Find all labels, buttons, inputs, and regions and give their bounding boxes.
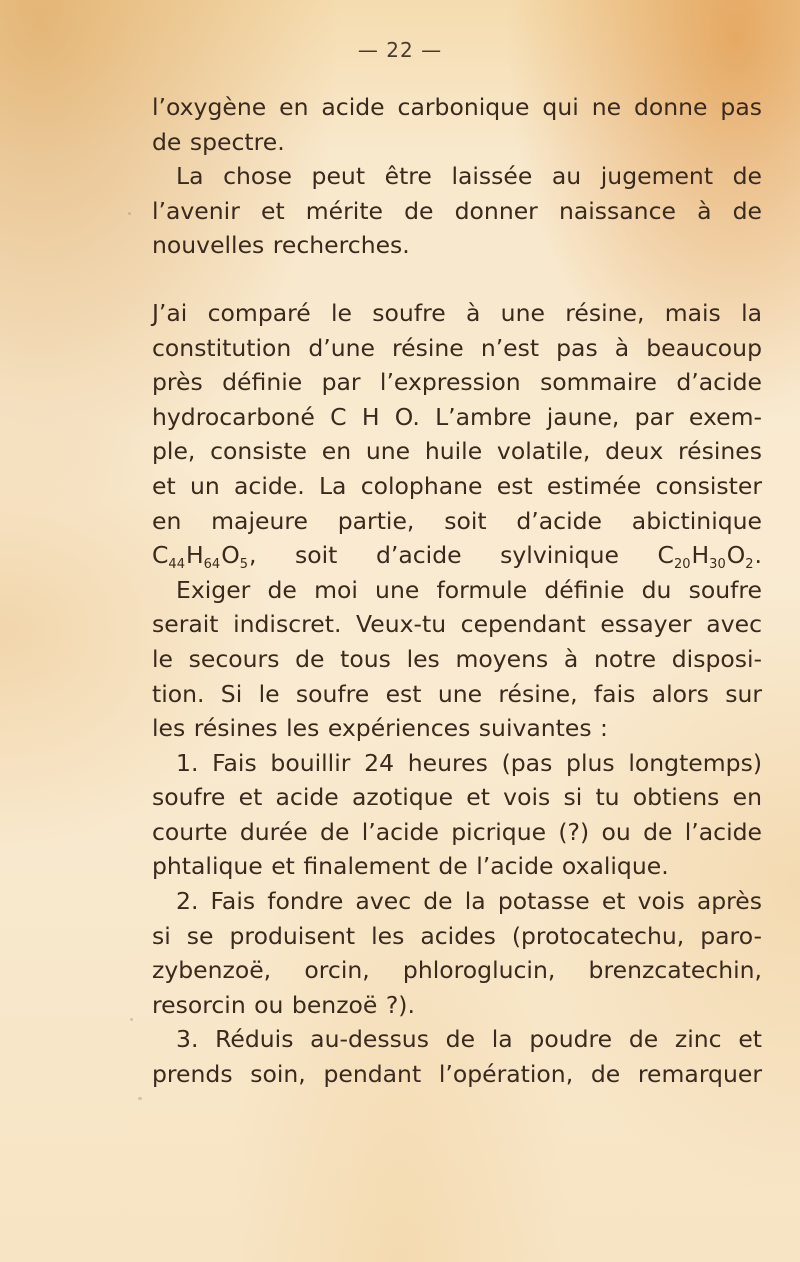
list-item-line: zybenzoë, orcin, phloroglucin, brenzcatechin, (152, 956, 762, 985)
formula-sylvinic: $C_{20}H_{30}O_2$. (657, 541, 762, 573)
body-text (152, 90, 762, 1092)
text-line: constitution d’une résine n’est pas à beaucoup (152, 333, 762, 362)
formula-abietinic: $C_{44}H_{64}O_5$ (152, 541, 248, 573)
text-line: de spectre. (152, 127, 285, 156)
formula-middle-text: , soit d’acide sylvinique (248, 541, 619, 570)
list-item-line: soufre et acide azotique et vois si tu obtiens en (152, 783, 762, 812)
ink-speck (128, 212, 131, 215)
text-line: nouvelles recherches. (152, 231, 410, 260)
text-line: en majeure partie, soit d’acide abictinique (152, 506, 762, 535)
text-line: et un acide. La colophane est estimée consister (152, 471, 762, 500)
list-item-line: courte durée de l’acide picrique (?) ou de l’acide (152, 817, 762, 846)
text-line: J’ai comparé le soufre à une résine, mais la (152, 298, 762, 327)
text-line: l’oxygène en acide carbonique qui ne donne pas (152, 93, 762, 121)
list-item-line: 2. Fais fondre avec de la potasse et vois après (176, 887, 762, 916)
text-line: ple, consiste en une huile volatile, deux résines (152, 437, 762, 466)
text-line: les résines les expériences suivantes : (152, 714, 608, 743)
text-line: La chose peut être laissée au jugement de (176, 162, 762, 191)
list-item-line: 3. Réduis au-dessus de la poudre de zinc et (176, 1025, 762, 1054)
ink-speck (138, 1097, 142, 1100)
paragraph-gap (152, 263, 762, 296)
formula-line (152, 538, 762, 573)
text-line: Exiger de moi une formule définie du soufre (176, 575, 762, 604)
text-line: hydrocarboné C H O. L’ambre jaune, par exem- (152, 402, 762, 431)
list-item-line: 1. Fais bouillir 24 heures (pas plus longtemps) (176, 748, 762, 777)
text-line: près définie par l’expression sommaire d’acide (152, 368, 762, 397)
list-item-line: prends soin, pendant l’opération, de remarquer (152, 1060, 762, 1089)
list-item-line: resorcin ou benzoë ?). (152, 990, 415, 1019)
list-item-line: si se produisent les acides (protocatechu, paro- (152, 921, 762, 950)
text-line: tion. Si le soufre est une résine, fais alors sur (152, 679, 762, 708)
text-line: l’avenir et mérite de donner naissance à de (152, 196, 762, 225)
text-line: le secours de tous les moyens à notre disposi- (152, 644, 762, 673)
list-item-line: phtalique et finalement de l’acide oxalique. (152, 852, 669, 881)
ink-speck (130, 1018, 133, 1021)
text-line: serait indiscret. Veux-tu cependant essayer avec (152, 610, 762, 639)
page-number: — 22 — (357, 38, 443, 62)
